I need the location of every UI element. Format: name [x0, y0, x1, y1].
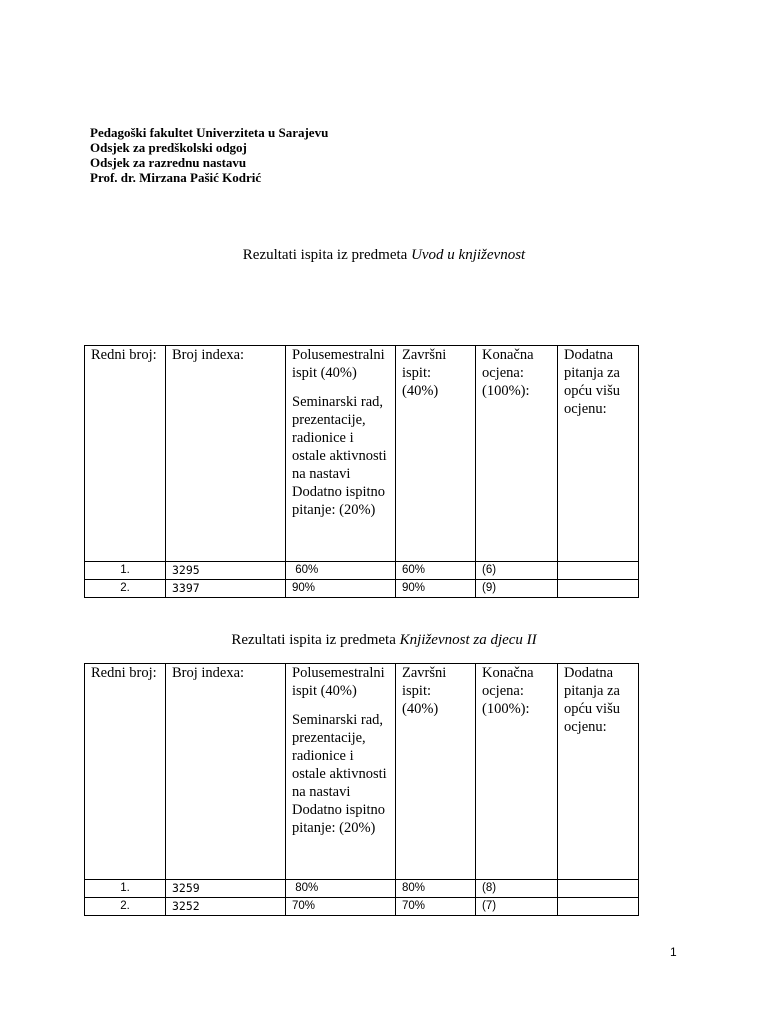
cell-broj: 3397 [166, 580, 286, 598]
col-header-polusemestralni: Polusemestralni ispit (40%) Seminarski rad, prezentacije, radionice i ostale aktivnosti na nastavi Dodatno ispitno pitanje: (20%) [286, 664, 396, 880]
cell-dodatna [558, 562, 639, 580]
cell-zavrsni: 80% [396, 880, 476, 898]
col-header-zavrsni: Završni ispit: (40%) [396, 346, 476, 562]
cell-konacna: (8) [476, 880, 558, 898]
title-subject: Književnost za djecu II [399, 632, 537, 648]
cell-broj: 3252 [166, 898, 286, 916]
cell-zavrsni: 70% [396, 898, 476, 916]
header-department-class: Odsjek za razrednu nastavu [90, 155, 247, 170]
table-header-row [85, 346, 639, 562]
cell-polu: 90% [286, 580, 396, 598]
table-row [85, 580, 639, 598]
cell-dodatna [558, 580, 639, 598]
cell-redni: 2. [85, 580, 166, 598]
cell-polu: 70% [286, 898, 396, 916]
col-header-polusemestralni: Polusemestralni ispit (40%) Seminarski rad, prezentacije, radionice i ostale aktivnosti na nastavi Dodatno ispitno pitanje: (20%) [286, 346, 396, 562]
cell-dodatna [558, 898, 639, 916]
cell-polu: 60% [286, 562, 396, 580]
results-title-1 [0, 246, 768, 264]
cell-polu: 80% [286, 880, 396, 898]
cell-konacna: (7) [476, 898, 558, 916]
results-table-1 [84, 345, 639, 598]
cell-redni: 1. [85, 562, 166, 580]
table-row [85, 562, 639, 580]
document-header [90, 125, 328, 185]
cell-konacna: (9) [476, 580, 558, 598]
header-faculty: Pedagoški fakultet Univerziteta u Sarajevu [90, 125, 329, 140]
title-prefix: Rezultati ispita iz predmeta [231, 632, 400, 648]
cell-dodatna [558, 880, 639, 898]
header-professor: Prof. dr. Mirzana Pašić Kodrić [90, 170, 262, 185]
table-header-row [85, 664, 639, 880]
cell-broj: 3295 [166, 562, 286, 580]
col-header-redni: Redni broj: [85, 664, 166, 880]
title-subject: Uvod u književnost [411, 247, 526, 263]
col-header-redni: Redni broj: [85, 346, 166, 562]
col-header-zavrsni: Završni ispit: (40%) [396, 664, 476, 880]
col-header-konacna: Konačna ocjena: (100%): [476, 664, 558, 880]
cell-broj: 3259 [166, 880, 286, 898]
col-header-broj: Broj indexa: [166, 346, 286, 562]
table-row [85, 898, 639, 916]
col-header-dodatna: Dodatna pitanja za opću višu ocjenu: [558, 664, 639, 880]
cell-redni: 2. [85, 898, 166, 916]
results-title-2 [0, 631, 768, 649]
col-header-konacna: Konačna ocjena: (100%): [476, 346, 558, 562]
cell-zavrsni: 90% [396, 580, 476, 598]
results-table-2 [84, 663, 639, 916]
cell-zavrsni: 60% [396, 562, 476, 580]
cell-konacna: (6) [476, 562, 558, 580]
cell-redni: 1. [85, 880, 166, 898]
header-department-preschool: Odsjek za predškolski odgoj [90, 140, 247, 155]
table-row [85, 880, 639, 898]
col-header-broj: Broj indexa: [166, 664, 286, 880]
col-header-dodatna: Dodatna pitanja za opću višu ocjenu: [558, 346, 639, 562]
title-prefix: Rezultati ispita iz predmeta [242, 247, 412, 263]
page-number: 1 [670, 945, 677, 959]
